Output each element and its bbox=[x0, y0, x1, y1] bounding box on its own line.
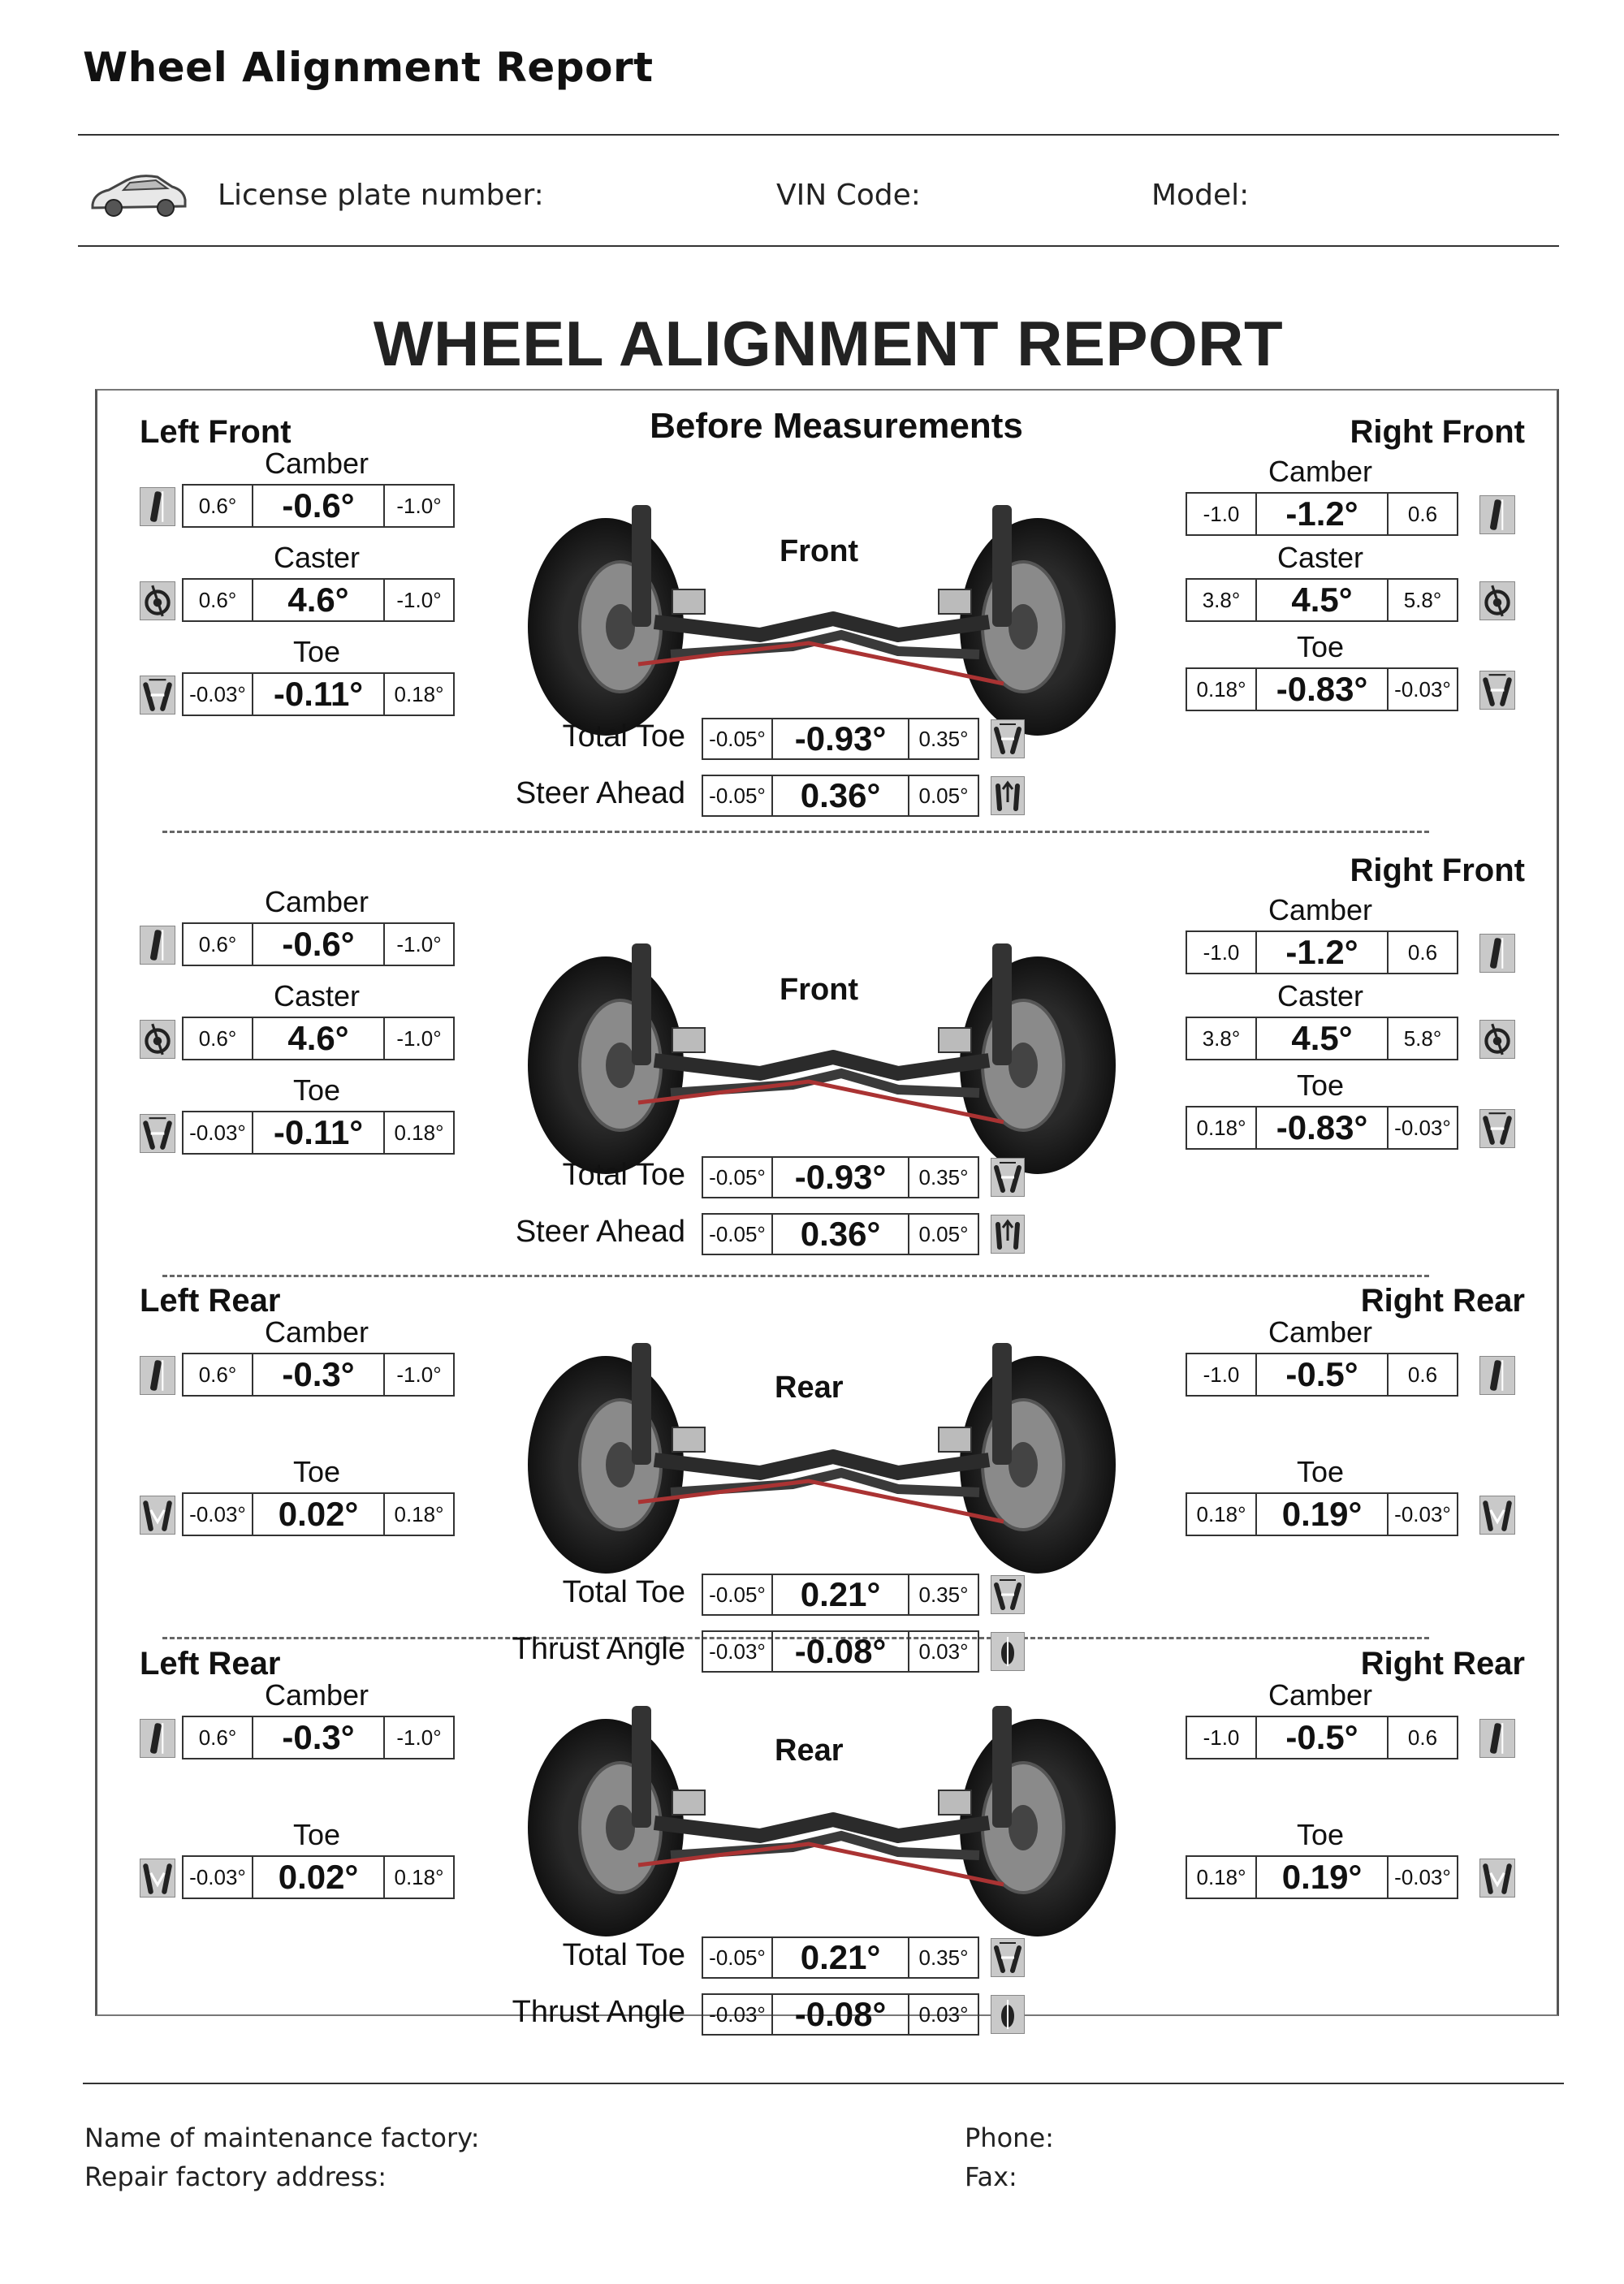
range-max-value: 0.6 bbox=[1407, 1725, 1438, 1750]
range-max-value: 0.05° bbox=[918, 1221, 969, 1246]
license-plate-label: License plate number: bbox=[218, 179, 544, 212]
toe-icon bbox=[140, 1114, 175, 1153]
rear-toe-icon bbox=[140, 1859, 175, 1898]
vin-code-label: VIN Code: bbox=[776, 179, 921, 212]
total-toe-icon bbox=[991, 1575, 1025, 1614]
steer-ahead-icon bbox=[991, 1215, 1025, 1254]
measurement-label: Toe bbox=[292, 1818, 341, 1851]
measurement-box bbox=[1186, 1855, 1458, 1899]
range-min-value: 0.6° bbox=[184, 580, 253, 620]
right-wheel-title: Right Front bbox=[1350, 414, 1525, 450]
measurement-box bbox=[1186, 1353, 1458, 1397]
total-toe-icon bbox=[991, 1158, 1025, 1197]
measurement-group bbox=[140, 541, 489, 632]
measurement-label: Camber bbox=[1268, 1678, 1373, 1712]
measurement-box bbox=[1186, 1106, 1458, 1150]
measurement-label: Toe bbox=[1296, 630, 1345, 663]
measurement-section bbox=[0, 398, 1624, 820]
caster-icon bbox=[140, 1020, 175, 1059]
range-max-value: 0.18° bbox=[394, 681, 444, 706]
range-min-value: -0.05° bbox=[703, 1575, 773, 1614]
measurement-label: Camber bbox=[264, 447, 369, 480]
measurement-box bbox=[1186, 492, 1458, 536]
measurement-group bbox=[140, 885, 489, 976]
range-min-value: 0.18° bbox=[1187, 669, 1257, 710]
model-label: Model: bbox=[1151, 179, 1250, 212]
range-min-value: 3.8° bbox=[1187, 1018, 1257, 1059]
axle-label: Front bbox=[780, 534, 859, 568]
range-max-value: 5.8° bbox=[1403, 587, 1442, 612]
range-max-value: 0.35° bbox=[918, 1582, 969, 1607]
measured-value: -0.83° bbox=[1257, 1107, 1389, 1148]
measured-value: -0.11° bbox=[253, 674, 385, 715]
total-row bbox=[0, 1156, 1624, 1198]
measured-value: -0.6° bbox=[253, 486, 385, 526]
section-divider bbox=[162, 831, 1429, 833]
range-min-value: 3.8° bbox=[1187, 580, 1257, 620]
range-max-value: 0.6 bbox=[1407, 1362, 1438, 1387]
measurement-label: Caster bbox=[273, 979, 361, 1012]
camber-icon bbox=[1479, 934, 1515, 973]
measurement-box bbox=[702, 1993, 979, 2036]
range-max-value: 0.6 bbox=[1407, 939, 1438, 965]
right-wheel-title: Right Rear bbox=[1360, 1283, 1525, 1319]
total-row bbox=[0, 1936, 1624, 1979]
measurement-box bbox=[182, 1111, 455, 1155]
fax-label: Fax: bbox=[965, 2161, 1017, 2192]
total-label: Thrust Angle bbox=[512, 1632, 685, 1666]
thrust-angle-icon bbox=[991, 1995, 1025, 2034]
measured-value: 0.19° bbox=[1257, 1494, 1389, 1535]
measurement-box bbox=[1186, 1716, 1458, 1759]
right-wheel-title: Right Rear bbox=[1360, 1646, 1525, 1682]
total-row bbox=[0, 1993, 1624, 2036]
section-title: Before Measurements bbox=[650, 406, 1023, 446]
range-min-value: -1.0 bbox=[1187, 494, 1257, 534]
range-min-value: -0.03° bbox=[703, 1995, 773, 2034]
measured-value: 0.36° bbox=[773, 776, 909, 815]
range-max-value: -0.03° bbox=[1394, 676, 1451, 702]
measurement-group bbox=[1186, 1678, 1535, 1769]
measured-value: 0.02° bbox=[253, 1857, 385, 1898]
measurement-box bbox=[182, 1353, 455, 1397]
measurement-group bbox=[140, 447, 489, 538]
measurement-label: Toe bbox=[1296, 1818, 1345, 1851]
measurement-label: Toe bbox=[1296, 1455, 1345, 1488]
measurement-box bbox=[1186, 930, 1458, 974]
left-wheel-title: Left Front bbox=[140, 414, 292, 450]
measured-value: -1.2° bbox=[1257, 494, 1389, 534]
range-min-value: -1.0 bbox=[1187, 1717, 1257, 1758]
measurement-section bbox=[0, 836, 1624, 1259]
range-min-value: -0.03° bbox=[184, 1112, 253, 1153]
measurement-group bbox=[1186, 541, 1535, 632]
range-min-value: 0.6° bbox=[184, 1354, 253, 1395]
range-min-value: 0.18° bbox=[1187, 1494, 1257, 1535]
total-label: Total Toe bbox=[562, 1938, 685, 1972]
measurement-label: Camber bbox=[264, 1315, 369, 1349]
measured-value: -0.08° bbox=[773, 1632, 909, 1671]
measured-value: -0.3° bbox=[253, 1717, 385, 1758]
measurement-group bbox=[1186, 979, 1535, 1070]
measurement-box bbox=[182, 578, 455, 622]
measurement-label: Camber bbox=[1268, 455, 1373, 488]
caster-icon bbox=[1479, 1020, 1515, 1059]
range-min-value: 0.18° bbox=[1187, 1107, 1257, 1148]
range-max-value: 0.6 bbox=[1407, 501, 1438, 526]
page-heading: Wheel Alignment Report bbox=[83, 44, 654, 91]
measurement-group bbox=[140, 1678, 489, 1769]
camber-icon bbox=[140, 1719, 175, 1758]
range-max-value: 0.35° bbox=[918, 1164, 969, 1189]
measurement-box bbox=[702, 1936, 979, 1979]
range-min-value: -1.0 bbox=[1187, 1354, 1257, 1395]
measurement-box bbox=[1186, 667, 1458, 711]
measurement-group bbox=[140, 1073, 489, 1164]
measured-value: 4.5° bbox=[1257, 580, 1389, 620]
range-max-value: 0.18° bbox=[394, 1864, 444, 1889]
measurement-box bbox=[182, 1855, 455, 1899]
measured-value: -0.5° bbox=[1257, 1354, 1389, 1395]
measurement-box bbox=[702, 1213, 979, 1255]
measured-value: 4.6° bbox=[253, 1018, 385, 1059]
total-toe-icon bbox=[991, 719, 1025, 758]
range-min-value: 0.6° bbox=[184, 486, 253, 526]
axle-label: Rear bbox=[775, 1734, 844, 1768]
measured-value: -0.5° bbox=[1257, 1717, 1389, 1758]
factory-name-label: Name of maintenance factory: bbox=[84, 2122, 480, 2153]
range-max-value: -1.0° bbox=[396, 587, 442, 612]
camber-icon bbox=[140, 1356, 175, 1395]
measured-value: 4.5° bbox=[1257, 1018, 1389, 1059]
steer-ahead-icon bbox=[991, 776, 1025, 815]
footer-divider bbox=[83, 2083, 1564, 2084]
measurement-box bbox=[702, 1156, 979, 1198]
left-wheel-title: Left Rear bbox=[140, 1283, 281, 1319]
measurement-box bbox=[182, 672, 455, 716]
measured-value: -0.11° bbox=[253, 1112, 385, 1153]
range-max-value: 5.8° bbox=[1403, 1025, 1442, 1051]
measurement-group bbox=[1186, 630, 1535, 721]
rear-toe-icon bbox=[140, 1496, 175, 1535]
measurement-box bbox=[182, 1017, 455, 1060]
camber-icon bbox=[140, 487, 175, 526]
range-max-value: -0.03° bbox=[1394, 1864, 1451, 1889]
measurement-group bbox=[140, 979, 489, 1070]
total-label: Steer Ahead bbox=[515, 1215, 685, 1249]
measurement-label: Camber bbox=[1268, 893, 1373, 926]
toe-icon bbox=[1479, 1109, 1515, 1148]
axle-image bbox=[516, 1330, 1127, 1583]
total-label: Steer Ahead bbox=[515, 776, 685, 810]
measured-value: -1.2° bbox=[1257, 932, 1389, 973]
measurement-label: Toe bbox=[292, 1073, 341, 1107]
total-row bbox=[0, 718, 1624, 760]
range-max-value: -1.0° bbox=[396, 1025, 442, 1051]
measured-value: 0.21° bbox=[773, 1575, 909, 1614]
range-max-value: -0.03° bbox=[1394, 1115, 1451, 1140]
range-max-value: 0.03° bbox=[918, 1639, 969, 1664]
measured-value: 0.02° bbox=[253, 1494, 385, 1535]
measured-value: -0.93° bbox=[773, 1158, 909, 1197]
phone-label: Phone: bbox=[965, 2122, 1054, 2153]
measurement-label: Toe bbox=[292, 635, 341, 668]
camber-icon bbox=[1479, 1719, 1515, 1758]
range-min-value: -0.05° bbox=[703, 1938, 773, 1977]
range-max-value: -1.0° bbox=[396, 493, 442, 518]
measured-value: -0.3° bbox=[253, 1354, 385, 1395]
axle-image bbox=[516, 930, 1127, 1184]
range-max-value: -1.0° bbox=[396, 931, 442, 956]
total-row bbox=[0, 775, 1624, 817]
measurement-box bbox=[1186, 578, 1458, 622]
range-min-value: -0.05° bbox=[703, 1158, 773, 1197]
measurement-label: Toe bbox=[1296, 1069, 1345, 1102]
measurement-group bbox=[1186, 1069, 1535, 1159]
range-min-value: 0.6° bbox=[184, 1717, 253, 1758]
total-label: Total Toe bbox=[562, 1158, 685, 1192]
measurement-group bbox=[1186, 1455, 1535, 1546]
measurement-box bbox=[702, 718, 979, 760]
measurement-label: Camber bbox=[264, 1678, 369, 1712]
measurement-group bbox=[1186, 1818, 1535, 1909]
range-min-value: 0.18° bbox=[1187, 1857, 1257, 1898]
total-row bbox=[0, 1574, 1624, 1616]
total-row bbox=[0, 1213, 1624, 1255]
header-divider bbox=[78, 134, 1559, 136]
measurement-group bbox=[140, 635, 489, 726]
measured-value: 0.19° bbox=[1257, 1857, 1389, 1898]
measured-value: 4.6° bbox=[253, 580, 385, 620]
range-min-value: -0.05° bbox=[703, 1215, 773, 1254]
measurement-box bbox=[1186, 1492, 1458, 1536]
range-min-value: -0.03° bbox=[703, 1632, 773, 1671]
measured-value: -0.93° bbox=[773, 719, 909, 758]
range-min-value: -1.0 bbox=[1187, 932, 1257, 973]
measured-value: -0.6° bbox=[253, 924, 385, 965]
range-max-value: 0.35° bbox=[918, 1945, 969, 1970]
measured-value: 0.36° bbox=[773, 1215, 909, 1254]
car-icon bbox=[88, 166, 188, 224]
range-max-value: -1.0° bbox=[396, 1725, 442, 1750]
axle-image bbox=[516, 1693, 1127, 1946]
measurement-section bbox=[0, 1267, 1624, 1689]
measurement-box bbox=[702, 775, 979, 817]
range-min-value: -0.05° bbox=[703, 719, 773, 758]
measurement-box bbox=[1186, 1017, 1458, 1060]
left-wheel-title: Left Rear bbox=[140, 1646, 281, 1682]
toe-icon bbox=[140, 676, 175, 715]
toe-icon bbox=[1479, 671, 1515, 710]
measurement-group bbox=[140, 1818, 489, 1909]
measurement-label: Camber bbox=[264, 885, 369, 918]
range-min-value: -0.03° bbox=[184, 674, 253, 715]
axle-image bbox=[516, 492, 1127, 745]
range-min-value: -0.03° bbox=[184, 1857, 253, 1898]
range-max-value: 0.18° bbox=[394, 1501, 444, 1526]
info-divider bbox=[78, 245, 1559, 247]
measurement-box bbox=[702, 1574, 979, 1616]
measurement-label: Toe bbox=[292, 1455, 341, 1488]
measured-value: 0.21° bbox=[773, 1938, 909, 1977]
camber-icon bbox=[1479, 1356, 1515, 1395]
measurement-group bbox=[1186, 1315, 1535, 1406]
range-max-value: -0.03° bbox=[1394, 1501, 1451, 1526]
measurement-label: Caster bbox=[273, 541, 361, 574]
measurement-box bbox=[182, 922, 455, 966]
report-title: WHEEL ALIGNMENT REPORT bbox=[373, 308, 1284, 379]
measurement-group bbox=[140, 1315, 489, 1406]
total-label: Total Toe bbox=[562, 1575, 685, 1609]
camber-icon bbox=[140, 926, 175, 965]
caster-icon bbox=[140, 581, 175, 620]
measurement-group bbox=[1186, 455, 1535, 546]
axle-label: Rear bbox=[775, 1371, 844, 1405]
right-wheel-title: Right Front bbox=[1350, 853, 1525, 888]
rear-toe-icon bbox=[1479, 1859, 1515, 1898]
total-label: Total Toe bbox=[562, 719, 685, 753]
measurement-group bbox=[140, 1455, 489, 1546]
range-min-value: -0.05° bbox=[703, 776, 773, 815]
range-max-value: 0.35° bbox=[918, 726, 969, 751]
measurement-label: Camber bbox=[1268, 1315, 1373, 1349]
rear-toe-icon bbox=[1479, 1496, 1515, 1535]
range-max-value: -1.0° bbox=[396, 1362, 442, 1387]
measurement-label: Caster bbox=[1276, 979, 1364, 1012]
measurement-box bbox=[182, 484, 455, 528]
measurement-box bbox=[182, 1716, 455, 1759]
range-min-value: 0.6° bbox=[184, 1018, 253, 1059]
measured-value: -0.08° bbox=[773, 1995, 909, 2034]
range-max-value: 0.05° bbox=[918, 783, 969, 808]
total-label: Thrust Angle bbox=[512, 1995, 685, 2029]
range-min-value: 0.6° bbox=[184, 924, 253, 965]
measurement-box bbox=[182, 1492, 455, 1536]
caster-icon bbox=[1479, 581, 1515, 620]
range-max-value: 0.03° bbox=[918, 2001, 969, 2027]
camber-icon bbox=[1479, 495, 1515, 534]
axle-label: Front bbox=[780, 973, 859, 1007]
range-max-value: 0.18° bbox=[394, 1120, 444, 1145]
measurement-group bbox=[1186, 893, 1535, 984]
total-toe-icon bbox=[991, 1938, 1025, 1977]
measurement-label: Caster bbox=[1276, 541, 1364, 574]
factory-address-label: Repair factory address: bbox=[84, 2161, 387, 2192]
measurement-section bbox=[0, 1630, 1624, 2052]
range-min-value: -0.03° bbox=[184, 1494, 253, 1535]
measured-value: -0.83° bbox=[1257, 669, 1389, 710]
